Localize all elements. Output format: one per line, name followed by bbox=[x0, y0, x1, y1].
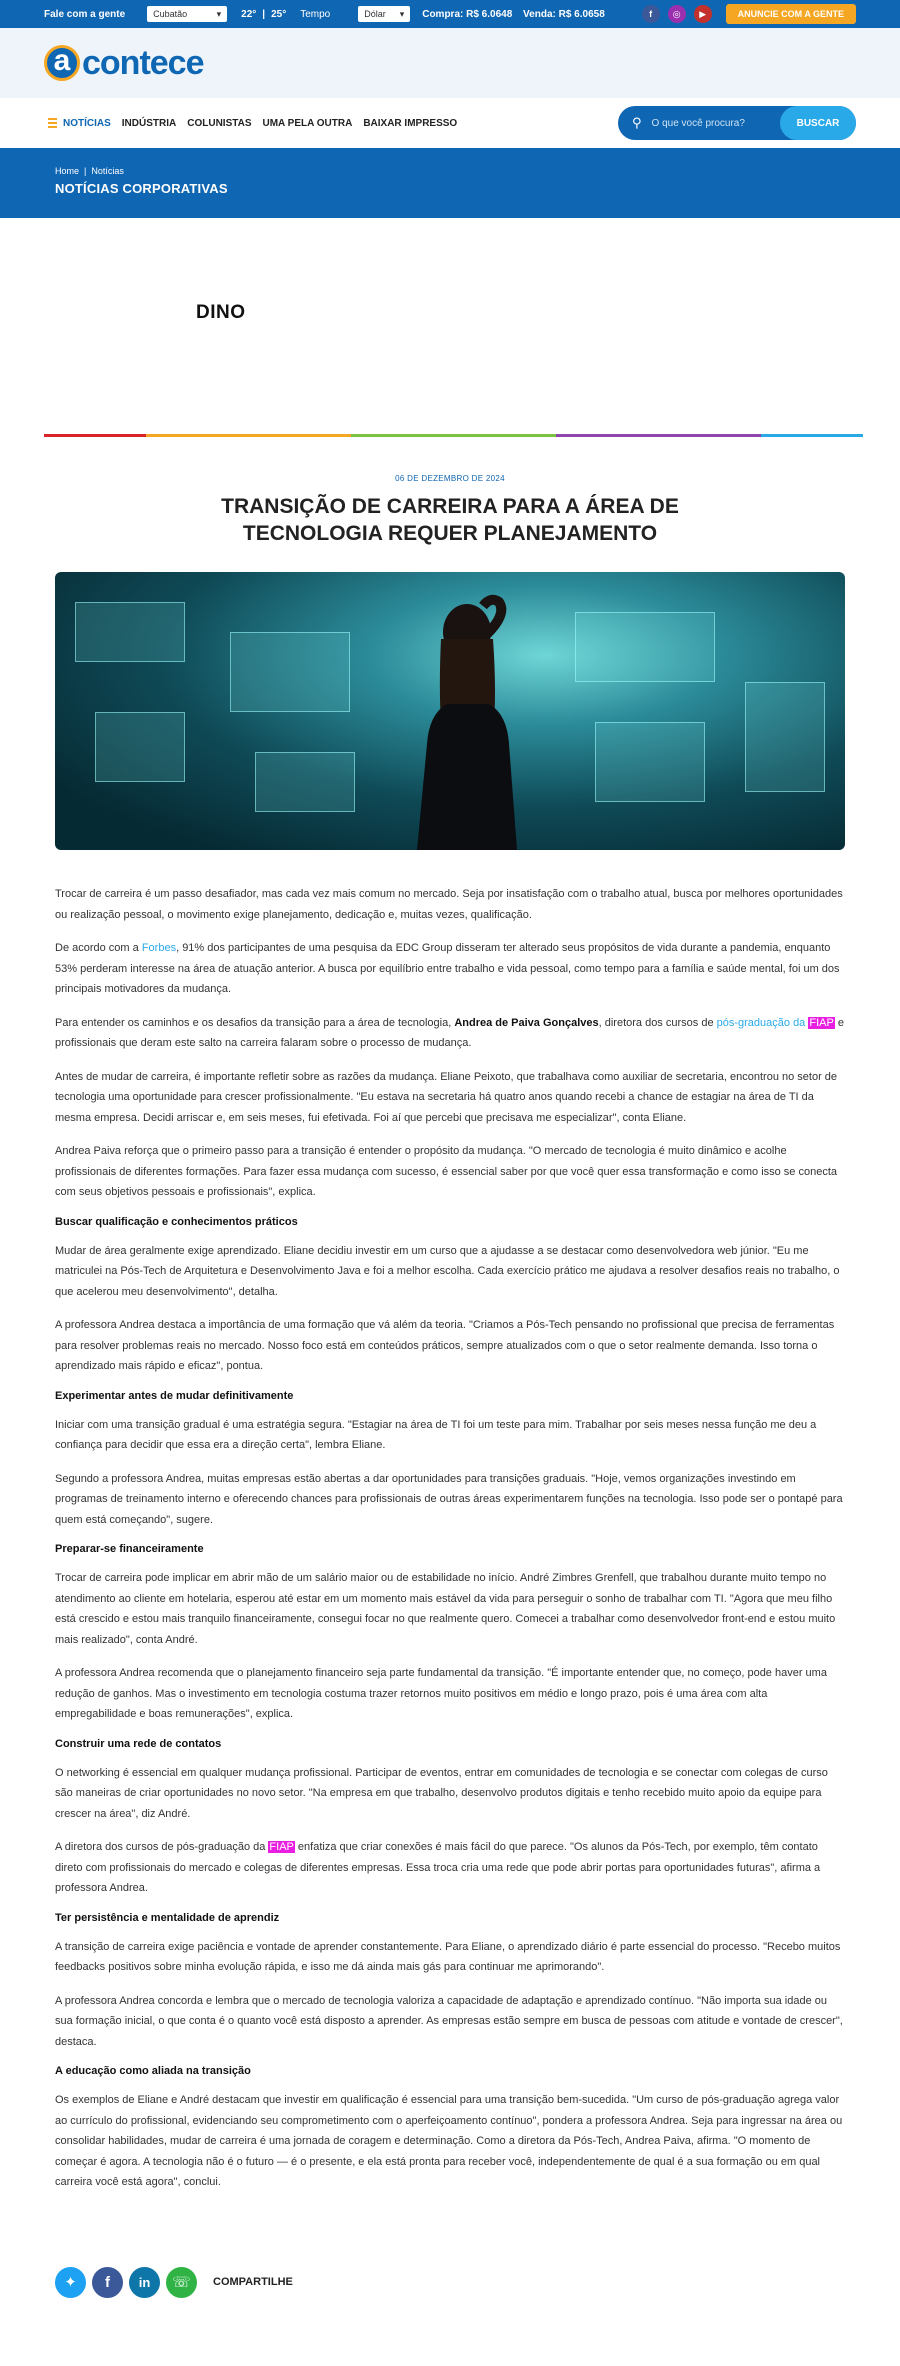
paragraph: Trocar de carreira é um passo desafiador, mas cada vez mais comum no mercado. Seja por insatisfação com o trabalho atual, busca por melhores oportunidades ou realização pessoal, o movimento exige planejamento, dedicação e, muitas vezes, qualificação. bbox=[55, 888, 843, 921]
forbes-link[interactable]: Forbes bbox=[141, 942, 177, 954]
paragraph: Antes de mudar de carreira, é importante refletir sobre as razões da mudança. Eliane Peixoto, que trabalhava como auxiliar de secretaria, encontrou no setor de tecnologia uma oportunidade para crescer profissionalmente. "Eu estava na secretaria há quatro anos quando recebi a chance de estagiar na área de TI da mesma empresa. Decidi arriscar e, em seis meses, fui efetivada. Foi aí que percebi que precisava me especializar", conta Eliane. bbox=[55, 1070, 838, 1124]
paragraph: Os exemplos de Eliane e André destacam que investir em qualificação é essencial para uma transição bem-sucedida. "Um curso de pós-graduação agrega valor ao currículo do profissional, evidenciando seu comprometimento com o aperfeiçoamento contínuo", pondera a professora Andrea. Seja para ingressar na área ou consolidar habilidades, mudar de carreira é uma jornada de coragem e determinação. Como a diretora da Pós-Tech, Andrea Paiva, afirma. "O momento de começar é agora. A tecnologia não é o futuro — é o presente, e ela está pronta para receber você, independentemente de qual é a sua formação ou em qual carreira você está agora", conclui. bbox=[55, 2094, 843, 2188]
article-title-line: TRANSIÇÃO DE CARREIRA PARA A ÁREA DE bbox=[221, 495, 679, 518]
postgrad-link[interactable] bbox=[717, 1017, 835, 1029]
temp-max: 25° bbox=[271, 8, 287, 20]
ad-label: DINO bbox=[196, 302, 246, 323]
text: Para entender os caminhos e os desafios da transição para a área de tecnologia, bbox=[55, 1016, 455, 1029]
paragraph bbox=[55, 1013, 845, 1054]
facebook-icon[interactable]: f bbox=[642, 5, 660, 23]
section-heading: Experimentar antes de mudar definitivamente bbox=[55, 1389, 294, 1402]
hologram-panel bbox=[230, 632, 350, 712]
nav-item-baixar-impresso[interactable]: BAIXAR IMPRESSO bbox=[363, 117, 458, 129]
paragraph: Segundo a professora Andrea, muitas empresas estão abertas a dar oportunidades para transições graduais. "Hoje, vemos organizações investindo em programas de treinamento interno e oferecendo chances para profissionais de outras áreas experimentarem funções na tecnologia. Isso pode ser o pontapé para quem está começando", sugere. bbox=[55, 1472, 843, 1526]
article-title-line: TECNOLOGIA REQUER PLANEJAMENTO bbox=[242, 522, 658, 545]
text: enfatiza que criar conexões é mais fácil do que parece. "Os alunos da Pós-Tech, por exemplo, têm contato direto com profissionais do mercado e colegas de diferentes empresas. Essa troca cria uma rede que pode abrir portas para oportunidades futuras", afirma a professora Andrea. bbox=[55, 1841, 821, 1894]
article bbox=[0, 474, 900, 2328]
color-segment bbox=[351, 434, 453, 437]
text: , 91% dos participantes de uma pesquisa da EDC Group disseram ter alterado seus propósitos de vida durante a pandemia, enquanto 53% perderam interesse na área de atuação anterior. A busca por equilíbrio entre trabalho e vida pessoal, como tempo para a família e saúde mental, foi um dos principais motivadores da mudança. bbox=[55, 942, 840, 995]
share-label: COMPARTILHE bbox=[213, 2276, 293, 2288]
hologram-panel bbox=[75, 602, 185, 662]
nav-item-noticias[interactable] bbox=[48, 118, 111, 129]
exchange-rates bbox=[422, 9, 613, 20]
breadcrumb-separator: | bbox=[84, 166, 87, 176]
contact-link[interactable]: Fale com a gente bbox=[44, 8, 126, 20]
section-title: NOTÍCIAS CORPORATIVAS bbox=[55, 181, 228, 196]
paragraph bbox=[55, 1837, 845, 1899]
youtube-icon[interactable]: ▶ bbox=[694, 5, 712, 23]
temp-min: 22° bbox=[241, 8, 257, 20]
color-segment bbox=[44, 434, 146, 437]
person-name: Andrea de Paiva Gonçalves bbox=[454, 1016, 599, 1029]
article-title bbox=[55, 493, 845, 547]
paragraph: Iniciar com uma transição gradual é uma estratégia segura. "Estagiar na área de TI foi um teste para mim. Trabalhar por seis meses nessa função me deu a confiança para decidir que essa era a direção certa", lembra Eliane. bbox=[55, 1418, 817, 1451]
logo-band bbox=[0, 28, 900, 98]
section-heading: A educação como aliada na transição bbox=[55, 2065, 251, 2077]
site-logo[interactable] bbox=[44, 44, 204, 83]
section-heading: Ter persistência e mentalidade de aprendiz bbox=[55, 1911, 280, 1924]
chevron-down-icon: ▾ bbox=[216, 8, 222, 19]
paragraph: A professora Andrea recomenda que o planejamento financeiro seja parte fundamental da transição. "É importante entender que, no começo, pode haver uma redução de ganhos. Mas o investimento em tecnologia costuma trazer retornos muito positivos em médio e longo prazo, pois é uma área com alta empregabilidade e boas remunerações", explica. bbox=[55, 1667, 827, 1720]
whatsapp-share-button[interactable]: ☏ bbox=[166, 2267, 197, 2298]
search-button[interactable]: BUSCAR bbox=[780, 106, 856, 140]
weather-label: Tempo bbox=[300, 8, 331, 20]
linkedin-share-button[interactable]: in bbox=[129, 2267, 160, 2298]
color-divider bbox=[44, 434, 863, 437]
logo-mark: a bbox=[44, 45, 80, 81]
currency-value: Dólar bbox=[364, 9, 386, 19]
paragraph: A professora Andrea destaca a importância de uma formação que vá além da teoria. "Criamos a Pós-Tech pensando no profissional que precisa de ferramentas para resolver problemas reais no mercado. Nosso foco está em conteúdos práticos, sempre atualizados com o que o setor realmente demanda. Isso torna o aprendizado mais rápido e eficaz", pontua. bbox=[55, 1319, 835, 1372]
instagram-icon[interactable]: ◎ bbox=[668, 5, 686, 23]
hologram-panel bbox=[95, 712, 185, 782]
text: A diretora dos cursos de pós-graduação da bbox=[55, 1841, 269, 1853]
currency-select[interactable] bbox=[358, 6, 410, 22]
breadcrumb-current[interactable]: Notícias bbox=[91, 166, 124, 176]
hero-image bbox=[55, 572, 845, 850]
paragraph: O networking é essencial em qualquer mudança profissional. Participar de eventos, entrar em comunidades de tecnologia e se conectar com colegas de curso são maneiras de criar oportunidades no novo setor. "Na empresa em que trabalho, desenvolvo produtos digitais e tenho recebido muito apoio da equipe para crescer na área", diz André. bbox=[55, 1766, 828, 1820]
divider: | bbox=[262, 8, 266, 20]
section-header bbox=[0, 148, 900, 218]
nav-item-colunistas[interactable]: COLUNISTAS bbox=[187, 117, 252, 129]
sell-rate: Venda: R$ 6.0658 bbox=[523, 8, 605, 20]
article-body bbox=[55, 884, 845, 2193]
twitter-share-button[interactable]: ✦ bbox=[55, 2267, 86, 2298]
link-text: pós-graduação da bbox=[716, 1016, 809, 1029]
search-icon: ⚲ bbox=[632, 115, 642, 130]
social-links bbox=[642, 5, 712, 23]
section-heading: Buscar qualificação e conhecimentos práticos bbox=[55, 1215, 298, 1228]
paragraph: Mudar de área geralmente exige aprendizado. Eliane decidiu investir em um curso que a ajudasse a se destacar como desenvolvedora web júnior. "Eu me matriculei na Pós-Tech de Arquitetura e Desenvolvimento Java e foi a melhor escolha. Cada exercício prático me ajudava a resolver desafios reais no trabalho, o que acelerou meu desenvolvimento", detalha. bbox=[55, 1244, 840, 1298]
top-bar bbox=[0, 0, 900, 28]
main-nav bbox=[0, 98, 900, 148]
advertise-button[interactable]: ANUNCIE COM A GENTE bbox=[726, 4, 856, 24]
paragraph: Trocar de carreira pode implicar em abrir mão de um salário maior ou de estabilidade no início. André Zimbres Grenfell, que trabalhou durante muito tempo no atendimento ao cliente em hotelaria, esperou até estar em um momento mais estável da vida para perseguir o sonho de trabalhar com TI. "Agora que meu filho está crescido e estou mais tranquilo financeiramente, consegui focar no que realmente quero. Comecei a trabalhar como desenvolvedor front-end e estou muito mais realizado", conta André. bbox=[55, 1572, 836, 1646]
share-bar bbox=[55, 2267, 845, 2328]
buy-rate: Compra: R$ 6.0648 bbox=[422, 8, 513, 20]
text: De acordo com a bbox=[55, 942, 142, 954]
paragraph: A professora Andrea concorda e lembra que o mercado de tecnologia valoriza a capacidade de adaptação e aprendizado contínuo. "Não importa sua idade ou sua formação inicial, o que conta é o quanto você está disposto a aprender. As empresas estão sempre em busca de pessoas com atitude e vontade de crescer", destaca. bbox=[55, 1994, 843, 2048]
color-segment bbox=[454, 434, 556, 437]
paragraph bbox=[55, 938, 845, 1000]
text: , diretora dos cursos de bbox=[598, 1016, 717, 1029]
highlighted-term: FIAP bbox=[809, 1016, 834, 1029]
hologram-panel bbox=[575, 612, 715, 682]
color-segment bbox=[556, 434, 658, 437]
paragraph: Andrea Paiva reforça que o primeiro passo para a transição é entender o propósito da mudança. "O mercado de tecnologia é muito dinâmico e acolhe profissionais de diferentes formações. Para fazer essa mudança com sucesso, é essencial saber por que você quer essa transformação e como isso se conecta com seus objetivos pessoais e profissionais", explica. bbox=[55, 1145, 838, 1198]
color-segment bbox=[658, 434, 760, 437]
section-heading: Preparar-se financeiramente bbox=[55, 1543, 204, 1555]
hologram-panel bbox=[745, 682, 825, 792]
paragraph: A transição de carreira exige paciência e vontade de aprender constantemente. Para Eliane, o aprendizado diário é parte essencial do processo. "Recebo muitos feedbacks positivos sobre minha evolução rápida, e isso me dá ainda mais gás para continuar me aprimorando". bbox=[55, 1940, 841, 1973]
color-segment bbox=[249, 434, 351, 437]
ad-area bbox=[0, 218, 900, 436]
chevron-down-icon: ▾ bbox=[399, 8, 405, 19]
menu-icon bbox=[48, 118, 57, 128]
woman-silhouette bbox=[407, 594, 527, 850]
nav-item-label: NOTÍCIAS bbox=[63, 117, 111, 129]
article-date: 06 DE DEZEMBRO DE 2024 bbox=[395, 474, 505, 483]
search-bar bbox=[618, 106, 856, 140]
hologram-panel bbox=[595, 722, 705, 802]
city-value: Cubatão bbox=[153, 9, 188, 19]
search-input[interactable]: O que você procura? bbox=[651, 117, 745, 129]
color-segment bbox=[146, 434, 248, 437]
highlighted-term: FIAP bbox=[269, 1841, 294, 1853]
city-select[interactable] bbox=[147, 6, 227, 22]
hologram-panel bbox=[255, 752, 355, 812]
nav-item-industria[interactable]: INDÚSTRIA bbox=[121, 117, 177, 129]
facebook-share-button[interactable]: f bbox=[92, 2267, 123, 2298]
section-heading: Construir uma rede de contatos bbox=[55, 1737, 222, 1750]
breadcrumb-home[interactable]: Home bbox=[55, 166, 80, 176]
logo-word: contece bbox=[82, 43, 204, 82]
breadcrumb bbox=[55, 166, 900, 176]
nav-item-uma-pela-outra[interactable]: UMA PELA OUTRA bbox=[262, 117, 353, 129]
color-segment bbox=[761, 434, 863, 437]
text: e profissionais que deram este salto na carreira falaram sobre o processo de mudança. bbox=[55, 1016, 844, 1049]
